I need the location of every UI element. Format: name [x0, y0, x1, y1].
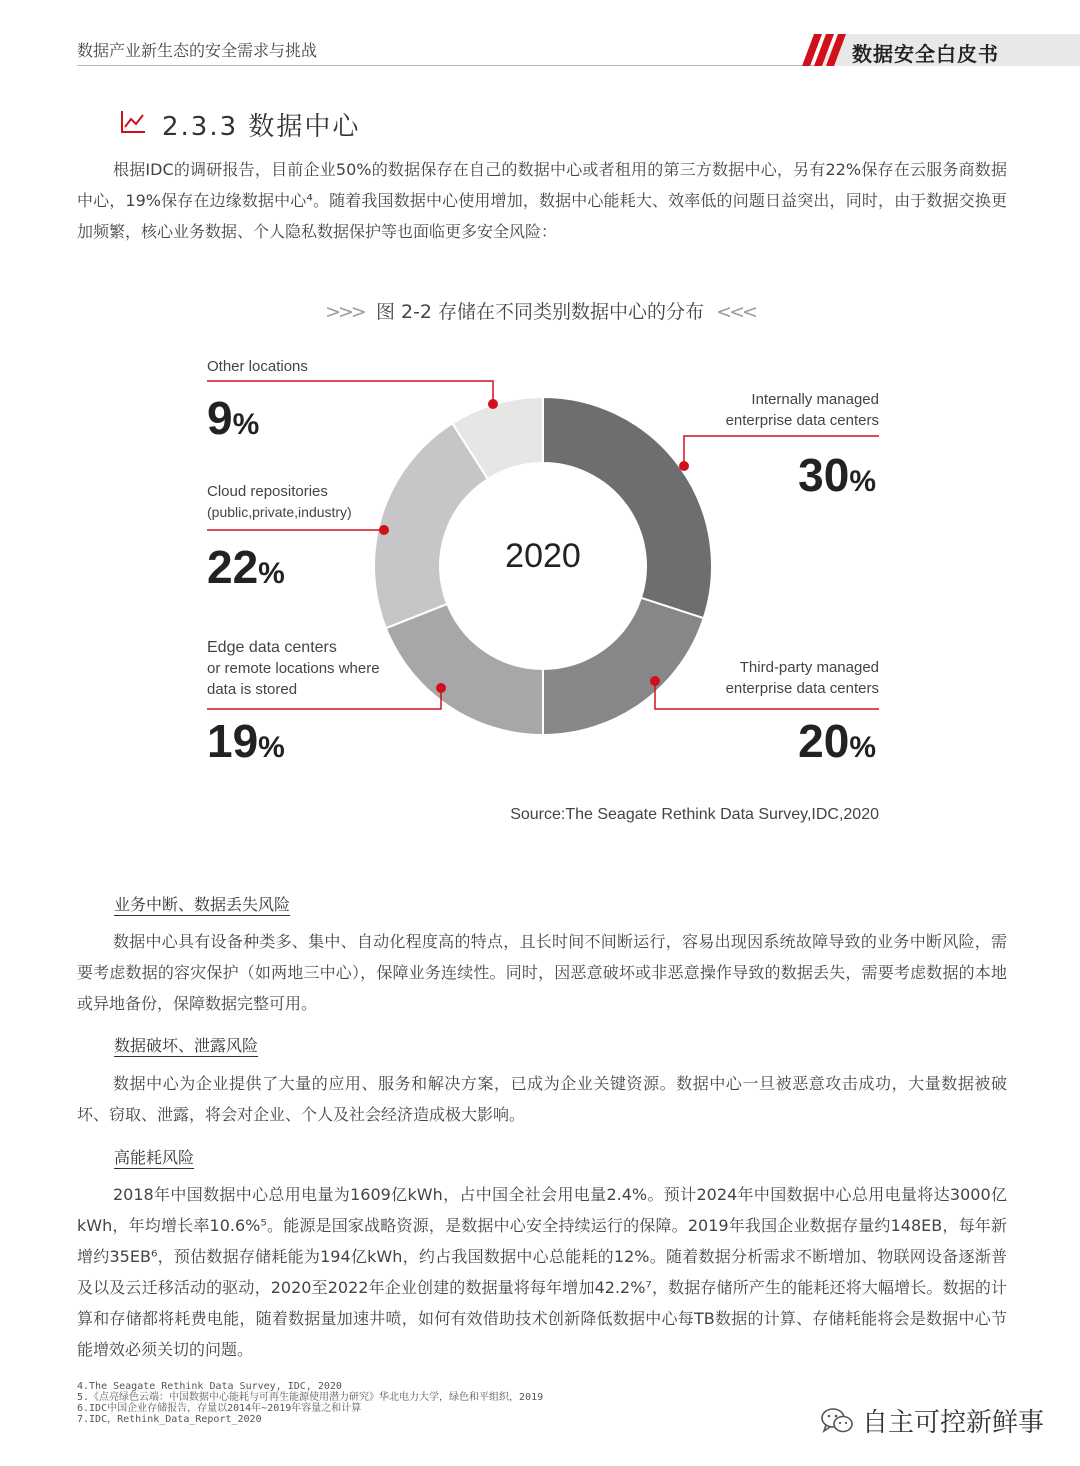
label-internal: Internally managed enterprise data centers [725, 391, 879, 429]
label-thirdparty: Third-party managed enterprise data centers [725, 659, 879, 697]
value-internal: 30% [798, 449, 876, 501]
footnote-6: 6.IDC中国企业存储报告，存量以2014年~2019年容量之和计算 [77, 1403, 362, 1414]
footnote-4: 4.The Seagate Rethink Data Survey, IDC, 2020 [77, 1381, 342, 1392]
leader-dot-cloud [379, 525, 389, 535]
label-other: Other locations [207, 358, 308, 375]
label-cloud: Cloud repositories (public,private,industry) [207, 483, 352, 520]
leader-dot-thirdparty [650, 676, 660, 686]
risk-body-3: 2018年中国数据中心总用电量为1609亿kWh，占中国全社会用电量2.4%。预计2024年中国数据中心总用电量将达3000亿kWh，年均增长率10.6%⁵。能源是国家战略资源，是数据中心安全持续运行的保障。2019年我国企业数据存量约148EB，每年新增约35EB⁶，预估数据存储耗能为194亿kWh，约占我国数据中心总能耗的12%。随着数据分析需求不断增加、物联网设备逐渐普及以及云迁移活动的驱动，2020至2022年企业创建的数据量将每年增加42.2%⁷，数据存储所产生的能耗还将大幅增长。数据的计算和存储都将耗费电能，随着数据量加速井喷，如何有效借助技术创新降低数据中心每TB数据的计算、存储耗能将会是数据中心节能增效必须关切的问题。 [77, 1185, 1007, 1359]
value-cloud: 22% [207, 541, 285, 593]
header-right-title: 数据安全白皮书 [852, 42, 999, 66]
risk-heading-1: 业务中断、数据丢失风险 [114, 895, 291, 914]
risk-heading-3: 高能耗风险 [114, 1148, 195, 1167]
figure-title-text: 图 2-2 存储在不同类别数据中心的分布 [375, 301, 705, 323]
value-edge: 19% [207, 715, 285, 767]
label-edge: Edge data centers or remote locations where data is stored [207, 639, 380, 698]
donut-center-label: 2020 [505, 537, 581, 575]
value-thirdparty: 20% [798, 715, 876, 767]
footnote-7: 7.IDC，Rethink_Data_Report_2020 [77, 1414, 262, 1425]
leader-dot-other [488, 399, 498, 409]
donut-segment-thirdparty [543, 598, 704, 735]
wechat-icon [820, 1407, 854, 1435]
risk-body-2: 数据中心为企业提供了大量的应用、服务和解决方案，已成为企业关键资源。数据中心一旦被恶意攻击成功，大量数据被破坏、窃取、泄露，将会对企业、个人及社会经济造成极大影响。 [77, 1074, 1007, 1124]
watermark [820, 1402, 1044, 1439]
footnotes [77, 1381, 543, 1425]
donut-segment-cloud [374, 423, 488, 628]
section-title: 2.3.3 数据中心 [162, 112, 361, 142]
header-left-title: 数据产业新生态的安全需求与挑战 [77, 41, 318, 60]
chevron-right-decor: >>> [325, 301, 364, 323]
leader-dot-internal [679, 461, 689, 471]
risk-body-1: 数据中心具有设备种类多、集中、自动化程度高的特点，且长时间不间断运行，容易出现因系统故障导致的业务中断风险，需要考虑数据的容灾保护（如两地三中心），保障业务连续性。同时，因恶意破坏或非恶意操作导致的数据丢失，需要考虑数据的本地或异地备份，保障数据完整可用。 [77, 932, 1007, 1013]
intro-paragraph: 根据IDC的调研报告，目前企业50%的数据保存在自己的数据中心或者租用的第三方数据中心，另有22%保存在云服务商数据中心，19%保存在边缘数据中心⁴。随着我国数据中心使用增加，数据中心能耗大、效率低的问题日益突出，同时，由于数据交换更加频繁，核心业务数据、个人隐私数据保护等也面临更多安全风险： [77, 160, 1007, 241]
figure-source: Source:The Seagate Rethink Data Survey,IDC,2020 [510, 806, 879, 823]
footnote-5: 5.《点亮绿色云端：中国数据中心能耗与可再生能源使用潜力研究》华北电力大学，绿色和平组织，2019 [77, 1392, 544, 1403]
watermark-text: 自主可控新鲜事 [862, 1408, 1045, 1438]
donut-segment-internal [543, 397, 712, 618]
donut-segment-edge [386, 604, 543, 735]
chevron-left-decor: <<< [716, 301, 755, 323]
value-other: 9% [207, 392, 260, 444]
risk-heading-2: 数据破坏、泄露风险 [114, 1036, 259, 1055]
leader-dot-edge [436, 683, 446, 693]
